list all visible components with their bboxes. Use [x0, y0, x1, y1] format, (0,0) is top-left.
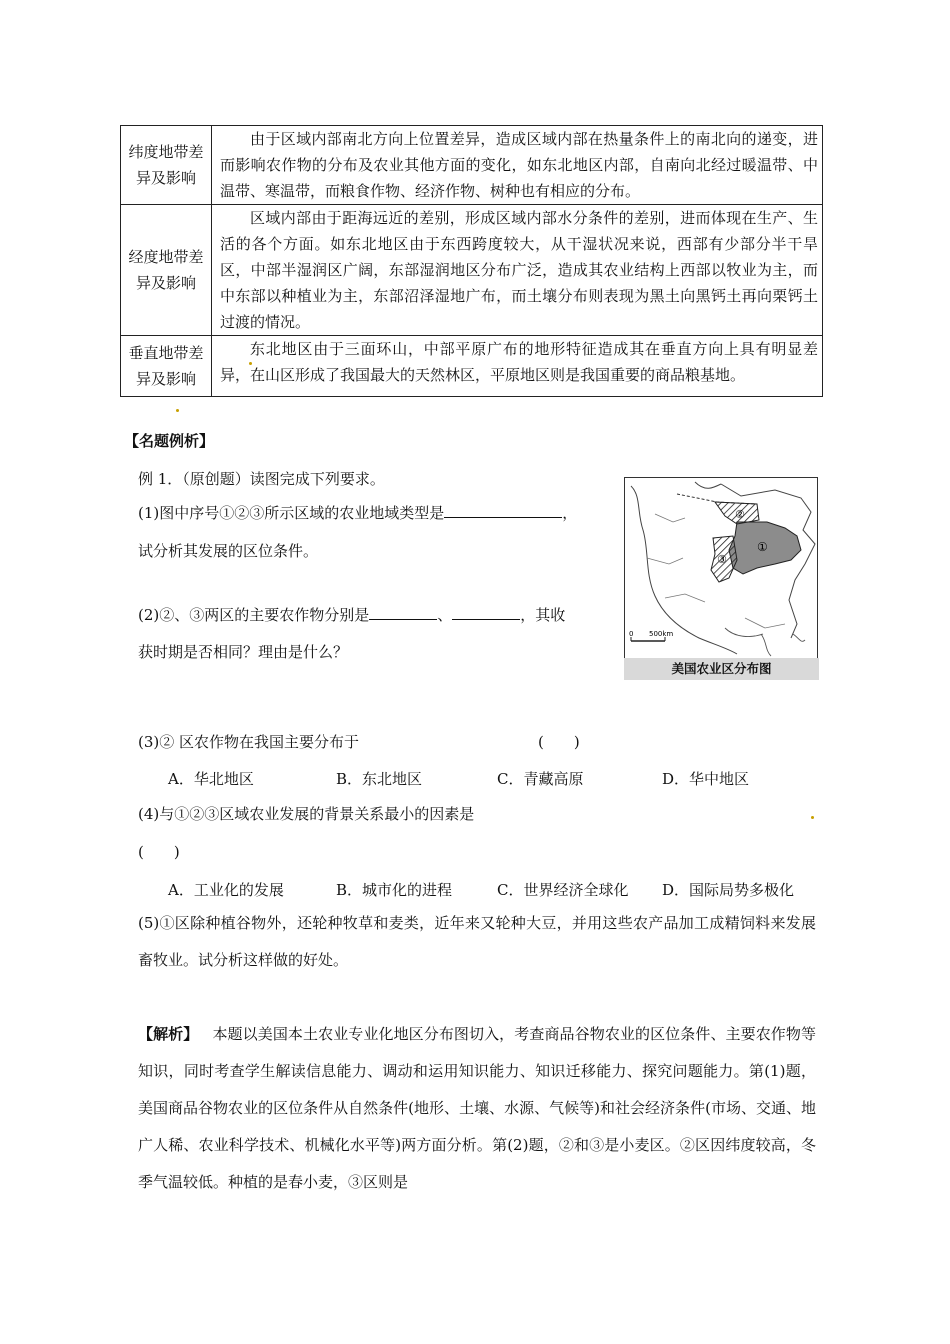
example-intro: 例 1．（原创题）读图完成下列要求。	[138, 470, 385, 488]
question-1-sub: 试分析其发展的区位条件。	[138, 542, 319, 560]
question-3: (3)② 区农作物在我国主要分布于	[138, 733, 360, 751]
row-text: 区域内部由于距海远近的差别，形成区域内部水分条件的差别，进而体现在生产、生活的各个方面。如东北地区由于东西跨度较大，从干湿状况来说，西部有少部分半干旱区，中部半湿润区广阔，东部湿润地区分布广泛，造成其农业结构上西部以牧业为主，而中东部以种植业为主，东部沼泽湿地广布，而土壤分布则表现为黑土向黑钙土再向栗钙土过渡的情况。	[212, 205, 823, 336]
question-4-bracket: ( )	[138, 843, 180, 861]
option: C．青藏高原	[497, 770, 584, 788]
question-3-bracket: ( )	[538, 733, 580, 751]
scale-label: 500km	[649, 630, 674, 638]
answer-blank	[369, 603, 437, 620]
analysis-label: 【解析】	[138, 1025, 199, 1043]
question-1: (1)图中序号①②③所示区域的农业地域类型是 ，	[138, 501, 577, 524]
row-label: 经度地带差异及影响	[121, 205, 212, 336]
table-row	[121, 205, 823, 336]
stray-mark	[811, 816, 814, 819]
scale-zero: 0	[629, 630, 634, 638]
analysis-text: 本题以美国本土农业专业化地区分布图切入，考查商品谷物农业的区位条件、主要农作物等知识，同时考查学生解读信息能力、调动和运用知识能力、知识迁移能力、探究问题能力。第(1)题，美国商品谷物农业的区位条件从自然条件(地形、土壤、水源、气候等)和社会经济条件(市场、交通、地广人稀、农业科学技术、机械化水平等)两方面分析。第(2)题，②和③是小麦区。②区因纬度较高，冬季气温较低。种植的是春小麦，③区则是	[138, 1025, 816, 1191]
option: D．国际局势多极化	[662, 881, 795, 899]
row-text: 东北地区由于三面环山，中部平原广布的地形特征造成其在垂直方向上具有明显差异，在山区形成了我国最大的天然林区，平原地区则是我国重要的商品粮基地。	[212, 336, 823, 397]
option: D．华中地区	[662, 770, 750, 788]
row-label: 纬度地带差异及影响	[121, 126, 212, 205]
analysis-paragraph	[138, 1016, 816, 1201]
question-4: (4)与①②③区域农业发展的背景关系最小的因素是	[138, 805, 475, 823]
map-drawing	[625, 478, 817, 659]
answer-blank	[444, 501, 562, 518]
option: C．世界经济全球化	[497, 881, 629, 899]
usa-agriculture-map	[624, 477, 818, 660]
row-label: 垂直地带差异及影响	[121, 336, 212, 397]
question-5: (5)①区除种植谷物外，还轮种牧草和麦类，近年来又轮种大豆，并用这些农产品加工成精饲料来发展畜牧业。试分析这样做的好处。	[138, 914, 816, 969]
region-2-marker: ②	[735, 508, 745, 521]
question-2-sub: 获时期是否相同？理由是什么？	[138, 643, 349, 661]
table-row	[121, 336, 823, 397]
region-3-marker: ③	[717, 553, 727, 566]
table-row	[121, 126, 823, 205]
option: A．华北地区	[168, 770, 254, 788]
option: B．东北地区	[336, 770, 423, 788]
map-caption: 美国农业区分布图	[624, 658, 819, 680]
region-1-marker: ①	[757, 540, 768, 554]
option: A．工业化的发展	[168, 881, 284, 899]
answer-blank	[452, 603, 520, 620]
option: B．城市化的进程	[336, 881, 453, 899]
stray-mark	[249, 362, 252, 365]
row-text: 由于区域内部南北方向上位置差异，造成区域内部在热量条件上的南北向的递变，进而影响农作物的分布及农业其他方面的变化，如东北地区内部，自南向北经过暖温带、中温带、寒温带，而粮食作物、经济作物、树种也有相应的分布。	[212, 126, 823, 205]
stray-mark	[176, 409, 179, 412]
question-2: (2)②、③两区的主要农作物分别是 、 ，其收	[138, 603, 565, 626]
section-title: 【名题例析】	[124, 432, 215, 450]
zone-table	[120, 125, 823, 397]
